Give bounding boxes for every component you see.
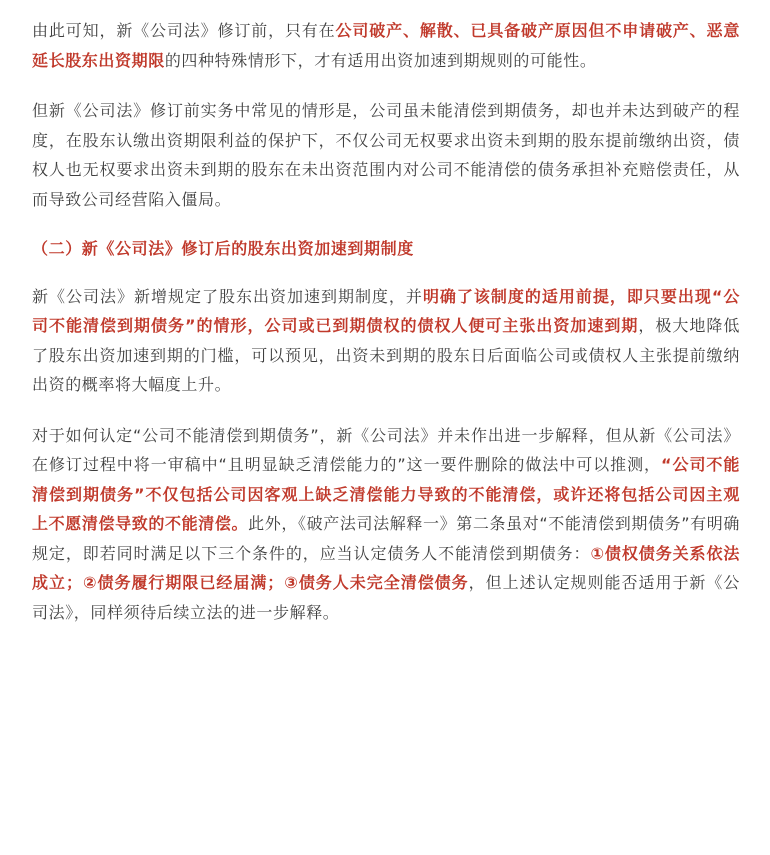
highlighted-text: “公司不能清偿到期债务”不仅包括公司因客观上缺乏清偿能力导致的不能清偿，或许还将包括公司因主观上不愿清偿导致的不能清偿。 (32, 455, 740, 533)
paragraph-pre-revision-conditions (32, 16, 740, 75)
section-heading-text: （二）新《公司法》修订后的股东出资加速到期制度 (32, 239, 414, 258)
paragraph-text: 由此可知，新《公司法》修订前，只有在 (32, 21, 336, 40)
paragraph-text: 此外，《破产法司法解释一》第二条虽对“不能清偿到期债务”有明确规定，即若同时满足以下三个条件的，应当认定债务人不能清偿到期债务： (32, 514, 740, 563)
paragraph-inability-to-pay (32, 421, 740, 628)
paragraph-text: ，但上述认定规则能否适用于新《公司法》，同样须待后续立法的进一步解释。 (32, 573, 740, 622)
paragraph-text: ，极大地降低了股东出资加速到期的门槛，可以预见，出资未到期的股东日后面临公司或债权人主张提前缴纳出资的概率将大幅度上升。 (32, 316, 740, 394)
paragraph-acceleration-rule (32, 282, 740, 400)
paragraph-practice-deadlock (32, 96, 740, 214)
paragraph-text: 对于如何认定“公司不能清偿到期债务”，新《公司法》并未作出进一步解释，但从新《公司法》在修订过程中将一审稿中“且明显缺乏清偿能力的”这一要件删除的做法中可以推测， (32, 425, 740, 474)
paragraph-text: 的四种特殊情形下，才有适用出资加速到期规则的可能性。 (164, 50, 597, 70)
paragraph-text: 新《公司法》新增规定了股东出资加速到期制度，并 (32, 286, 423, 306)
highlighted-text: ①债权债务关系依法成立；②债务履行期限已经届满；③债务人未完全清偿债务 (32, 543, 740, 592)
section-heading (32, 234, 740, 264)
paragraph-text: 但新《公司法》修订前实务中常见的情形是，公司虽未能清偿到期债务，却也并未达到破产的程度，在股东认缴出资期限利益的保护下，不仅公司无权要求出资未到期的股东提前缴纳出资，债权人也无权要求出资未到期的股东在未出资范围内对公司不能清偿的债务承担补充赔偿责任，从而导致公司经营陷入僵局。 (32, 101, 740, 209)
highlighted-text: 公司破产、解散、已具备破产原因但不申请破产、恶意延长股东出资期限 (32, 21, 740, 70)
highlighted-text: 明确了该制度的适用前提，即只要出现“公司不能清偿到期债务”的情形，公司或已到期债权的债权人便可主张出资加速到期 (32, 286, 740, 335)
